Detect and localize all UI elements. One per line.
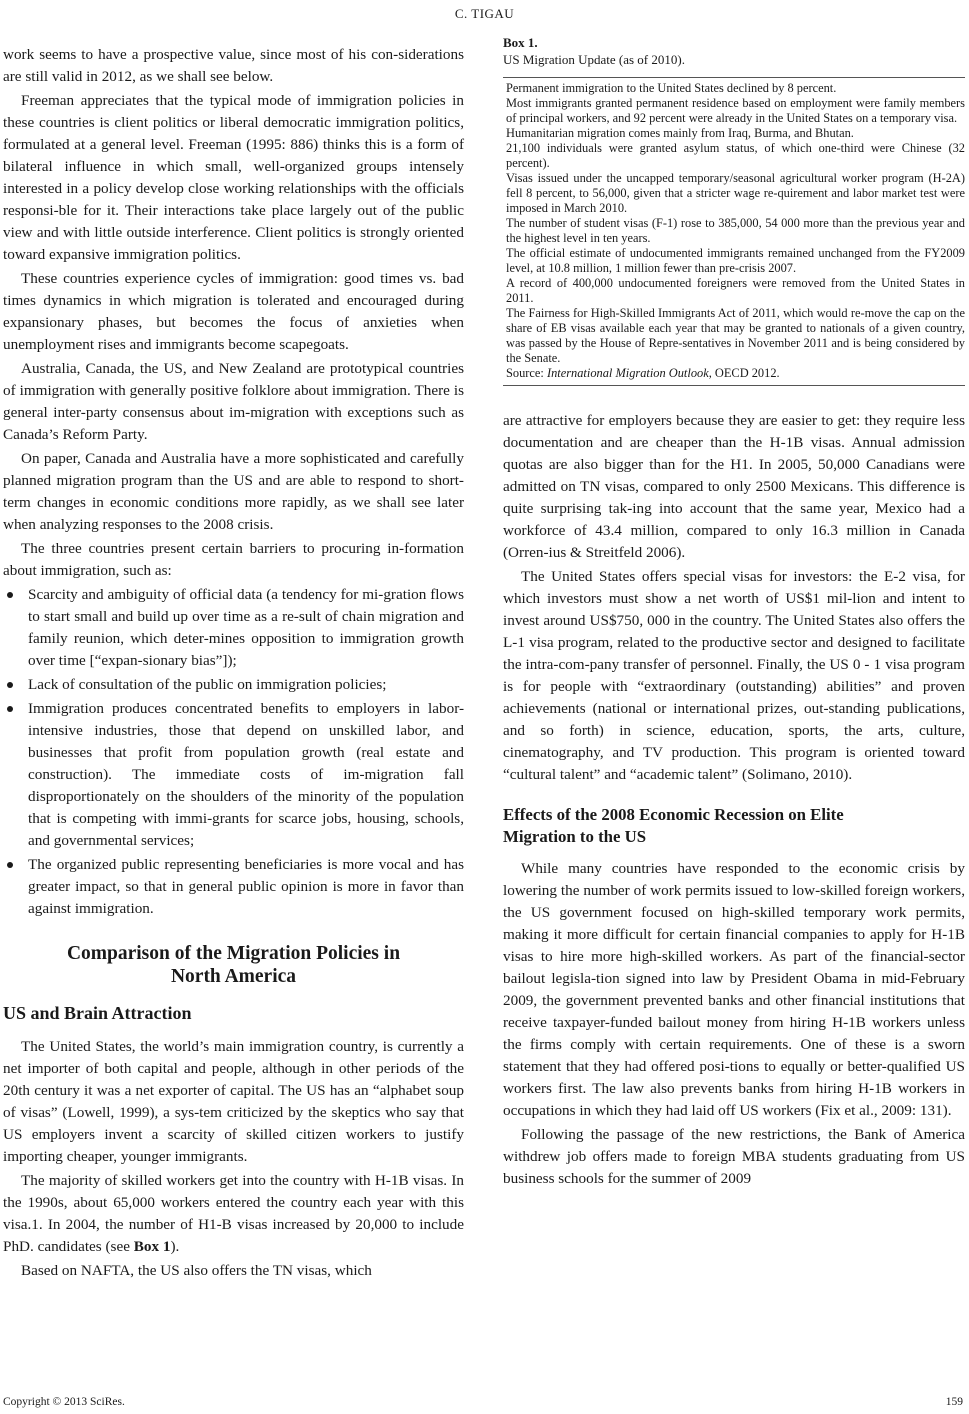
right-column	[503, 35, 965, 1190]
footer-copyright: Copyright © 2013 SciRes.	[3, 1396, 125, 1408]
paragraph	[3, 1170, 464, 1258]
box-source-suffix: , OECD 2012.	[708, 366, 780, 380]
bullet-icon	[7, 682, 13, 688]
list-item-text: Immigration produces concentrated benefits to employers in labor-intensive industries, those that depend on unskilled labor, and businesses that profit from population growth (real estate and construction). The immediate costs of im-migration fall disproportionately on the shoulders of the minority of the population that is competing with immi-grants for scarce jobs, housing, schools, and governmental services;	[28, 700, 464, 849]
paragraph: Freeman appreciates that the typical mode of immigration policies in these countries is client politics or liberal democratic immigration politics, formulated at a general level. Freeman (1995: 886) thinks this is a form of bilateral influence in which small, well-organized groups intensely interested in a policy develop close working relationships with the officials responsi-ble for it. Their interactions take place largely out of the public view and with little outside interference. Client politics is strongly oriented toward expansive immigration politics.	[3, 92, 464, 263]
bullet-list	[3, 584, 464, 920]
box-item: Visas issued under the uncapped temporary/seasonal agricultural worker program (H-2A) fell 8 percent, to 56,000, given that a stricter wage re-quirement and labor market test were imposed in March 2010.	[506, 171, 965, 215]
paragraph: The United States, the world’s main immigration country, is currently a net importer of both capital and people, although in other periods of the 20th century it was a net exporter of capital. The US has an “alphabet soup of visas” (Lowell, 1999), a sys-tem criticized by the skeptics who say that US employers invent a scarcity of skilled citizen workers to justify importing cheaper, younger immigrants.	[3, 1038, 464, 1165]
box-subtitle: US Migration Update (as of 2010).	[503, 52, 685, 67]
paragraph: On paper, Canada and Australia have a more sophisticated and carefully planned migration program than the US and are able to respond to short-term changes in economic conditions more rapidly, as we shall see later when analyzing responses to the 2008 crisis.	[3, 450, 464, 533]
bullet-icon	[7, 706, 13, 712]
paragraph: Australia, Canada, the US, and New Zealand are prototypical countries of immigration with generally positive folklore about immigration. There is general inter-party consensus about im-migration with exceptions such as Canada’s Reform Party.	[3, 360, 464, 443]
paragraph: are attractive for employers because they are easier to get: they require less documentation and are cheaper than the H-1B visas. Annual admission quotas are also bigger than for the H1. In 2005, 50,000 Canadians were admitted on TN visas, compared to only 2500 Mexicans. This difference is quite surprising tak-ing into account that the same year, Mexico had a workforce of 43.4 million, compared to only 16.3 million in Canada (Orren-ius & Streitfeld 2006).	[503, 412, 965, 561]
box-item: 21,100 individuals were granted asylum status, of which one-third were Chinese (32 percent).	[506, 141, 965, 170]
box-reference: Box 1	[133, 1238, 171, 1255]
list-item	[3, 854, 464, 920]
box-source-prefix: Source:	[506, 366, 547, 380]
section-title-line: Comparison of the Migration Policies in	[66, 943, 401, 964]
list-item-text: Lack of consultation of the public on immigration policies;	[28, 676, 387, 693]
list-item-text: Scarcity and ambiguity of official data (a tendency for mi-gration flows to start small and build up over time as a re-sult of chain migration and family reunion, which deter-mines opposition to immigration growth over time [“expan-sionary bias”]);	[28, 586, 464, 669]
section-title	[3, 942, 464, 988]
box-item: Humanitarian migration comes mainly from Iraq, Burma, and Bhutan.	[506, 126, 854, 140]
subsection-title-line: Effects of the 2008 Economic Recession on Elite	[503, 805, 844, 824]
paragraph-text: The majority of skilled workers get into the country with H-1B visas. In the 1990s, about 65,000 workers entered the country each year with this visa.1. In 2004, the number of H1-B visas increased by 20,000 to include PhD. candidates (see	[3, 1172, 464, 1255]
paragraph: work seems to have a prospective value, since most of his con-siderations are still valid in 2012, as we shall see below.	[3, 46, 464, 85]
list-item	[3, 698, 464, 852]
box-body	[503, 77, 965, 386]
box-item: Permanent immigration to the United States declined by 8 percent.	[506, 81, 837, 95]
running-head: C. TIGAU	[454, 6, 515, 21]
paragraph: Based on NAFTA, the US also offers the TN visas, which	[21, 1262, 372, 1279]
section-title-line: North America	[170, 966, 297, 987]
paragraph: The United States offers special visas for investors: the E-2 visa, for which investors must show a net worth of US$1 mil-lion and intent to invest around US$750, 000 in the country. The United States also offers the L-1 visa program, related to the productive sector and designed to facilitate the intra-com-pany transfer of personnel. Finally, the US 0 - 1 visa program is for people with “extraordinary (outstanding) abilities” and proven achievements (national or international prizes, out-standing publications, and so forth) in science, education, sports, the arts, culture, cinematography, and TV production. This program is oriented toward “cultural talent” and “academic talent” (Solimano, 2010).	[503, 568, 965, 783]
list-item	[3, 674, 464, 696]
box-item: The official estimate of undocumented immigrants remained unchanged from the FY2009 level, at 10.8 million, 1 million fewer than pre-crisis 2007.	[506, 246, 965, 275]
bullet-icon	[7, 592, 13, 598]
box-source-title: International Migration Outlook	[546, 366, 709, 380]
box-item: Most immigrants granted permanent residence based on employment were family members of principal workers, and 92 percent were already in the United States on a temporary visa.	[506, 96, 965, 125]
bullet-icon	[7, 862, 13, 868]
paragraph: While many countries have responded to the economic crisis by lowering the number of work permits issued to low-skilled foreign workers, the US government focused on high-skilled temporary work permits, making it more difficult for certain financial companies to apply for H-1B visas to hire more high-skilled workers. As part of the financial-sector bailout legisla-tion signed into law by President Obama in mid-February 2009, the government prevented banks and other financial institutions that receive taxpayer-funded bailout money from hiring H-1B workers unless the firms comply with certain requirements. One of these is a sworn statement that they had offered posi-tions to equally or better-qualified US workers first. The law also prevents banks from hiring H-1B workers in occupations in which they had laid off US workers (Fix et al., 2009: 131).	[503, 860, 965, 1119]
paragraph: The three countries present certain barriers to procuring in-formation about immigration, such as:	[3, 540, 464, 579]
box-item: A record of 400,000 undocumented foreigners were removed from the United States in 2011.	[506, 276, 965, 305]
paragraph-text: ).	[170, 1238, 180, 1255]
subsection-title: US and Brain Attraction	[3, 1003, 192, 1023]
box-label: Box 1.	[503, 35, 538, 50]
subsection-title	[503, 804, 965, 848]
list-item	[3, 584, 464, 672]
page-number: 159	[945, 1396, 963, 1408]
subsection-title-line: Migration to the US	[503, 827, 647, 846]
box-source	[506, 366, 965, 381]
paragraph: Following the passage of the new restrictions, the Bank of America withdrew job offers made to foreign MBA students graduating from US business schools for the summer of 2009	[503, 1126, 965, 1187]
paragraph: These countries experience cycles of immigration: good times vs. bad times dynamics in which migration is tolerated and encouraged during expansionary phases, but becomes the focus of anxieties when unemployment rises and immigrants become scapegoats.	[3, 270, 464, 353]
list-item-text: The organized public representing beneficiaries is more vocal and has greater impact, so that in general public opinion is more in favor than against immigration.	[28, 856, 464, 917]
left-column	[3, 44, 464, 1282]
box-item: The number of student visas (F-1) rose to 385,000, 54 000 more than the previous year and the highest level in ten years.	[506, 216, 965, 245]
info-box	[503, 34, 965, 386]
box-item: The Fairness for High-Skilled Immigrants Act of 2011, which would re-move the cap on the share of EB visas available each year that may be granted to nationals of a given country, was passed by the House of Repre-sentatives in November 2011 and is being considered by the Senate.	[506, 306, 965, 365]
